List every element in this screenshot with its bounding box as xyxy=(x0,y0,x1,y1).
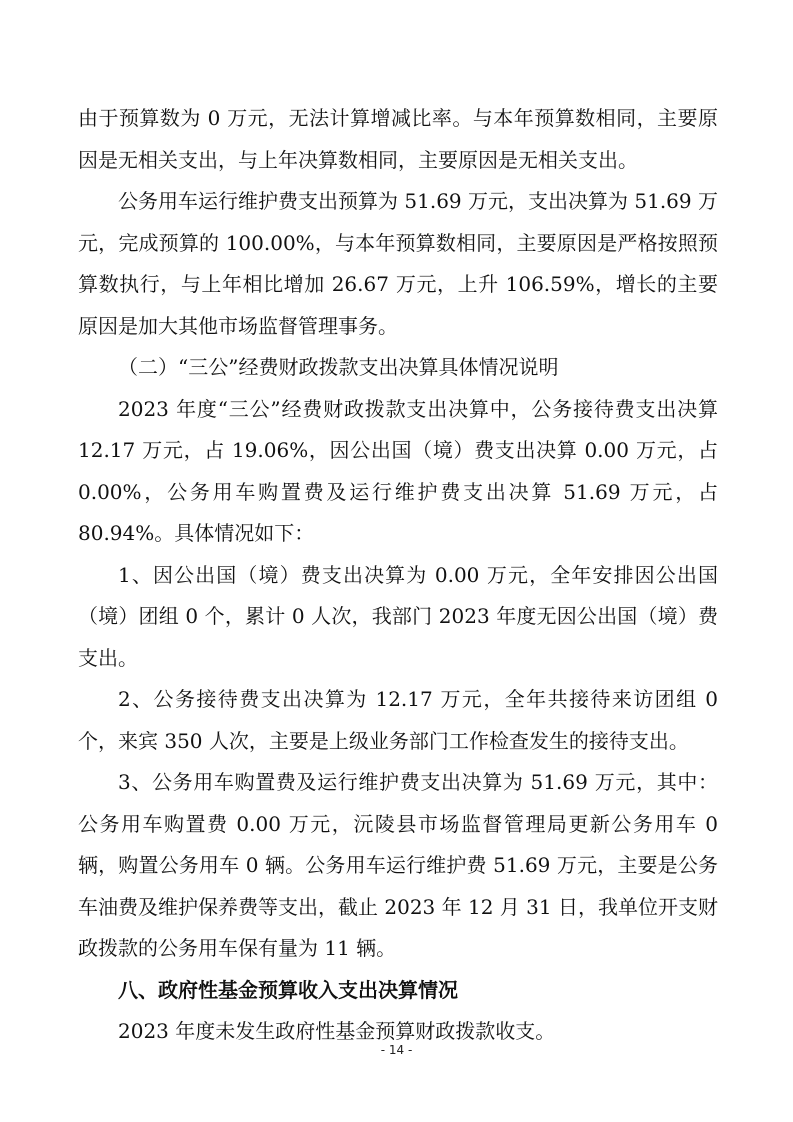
paragraph-official-vehicles: 3、公务用车购置费及运行维护费支出决算为 51.69 万元，其中：公务用车购置费 0.00 万元，沅陵县市场监督管理局更新公务用车 0 辆，购置公务用车 0 辆。公务用车运行维护费 51.69 万元，主要是公务车油费及维护保养费等支出，截止 2023 年 12 月 31 日，我单位开支财政拨款的公务用车保有量为 11 辆。 xyxy=(78,770,718,960)
page-number: - 14 - xyxy=(380,1043,413,1057)
paragraph-government-fund: 2023 年度未发生政府性基金预算财政拨款收支。 xyxy=(118,1019,556,1043)
paragraph-budget-note: 由于预算数为 0 万元，无法计算增减比率。与本年预算数相同，主要原因是无相关支出，与上年决算数相同，主要原因是无相关支出。 xyxy=(78,106,718,172)
paragraph-overseas-travel: 1、因公出国（境）费支出决算为 0.00 万元，全年安排因公出国（境）团组 0 个，累计 0 人次，我部门 2023 年度无因公出国（境）费支出。 xyxy=(78,562,718,670)
document-body xyxy=(78,98,718,1053)
paragraph-three-expenses-summary: 2023 年度“三公”经费财政拨款支出决算中，公务接待费支出决算 12.17 万元，占 19.06%，因公出国（境）费支出决算 0.00 万元，占 0.00%，公务用车购置费及运行维护费支出决算 51.69 万元，占 80.94%。具体情况如下： xyxy=(78,396,718,545)
section-heading: 八、政府性基金预算收入支出决算情况 xyxy=(118,977,458,1002)
paragraph-vehicle-maintenance: 公务用车运行维护费支出预算为 51.69 万元，支出决算为 51.69 万元，完成预算的 100.00%，与本年预算数相同，主要原因是严格按照预算数执行，与上年相比增加 26.67 万元，上升 106.59%，增长的主要原因是加大其他市场监督管理事务。 xyxy=(78,189,718,338)
paragraph-official-reception: 2、公务接待费支出决算为 12.17 万元，全年共接待来访团组 0 个，来宾 350 人次，主要是上级业务部门工作检查发生的接待支出。 xyxy=(78,687,718,753)
subsection-heading: （二）“三公”经费财政拨款支出决算具体情况说明 xyxy=(118,355,559,379)
